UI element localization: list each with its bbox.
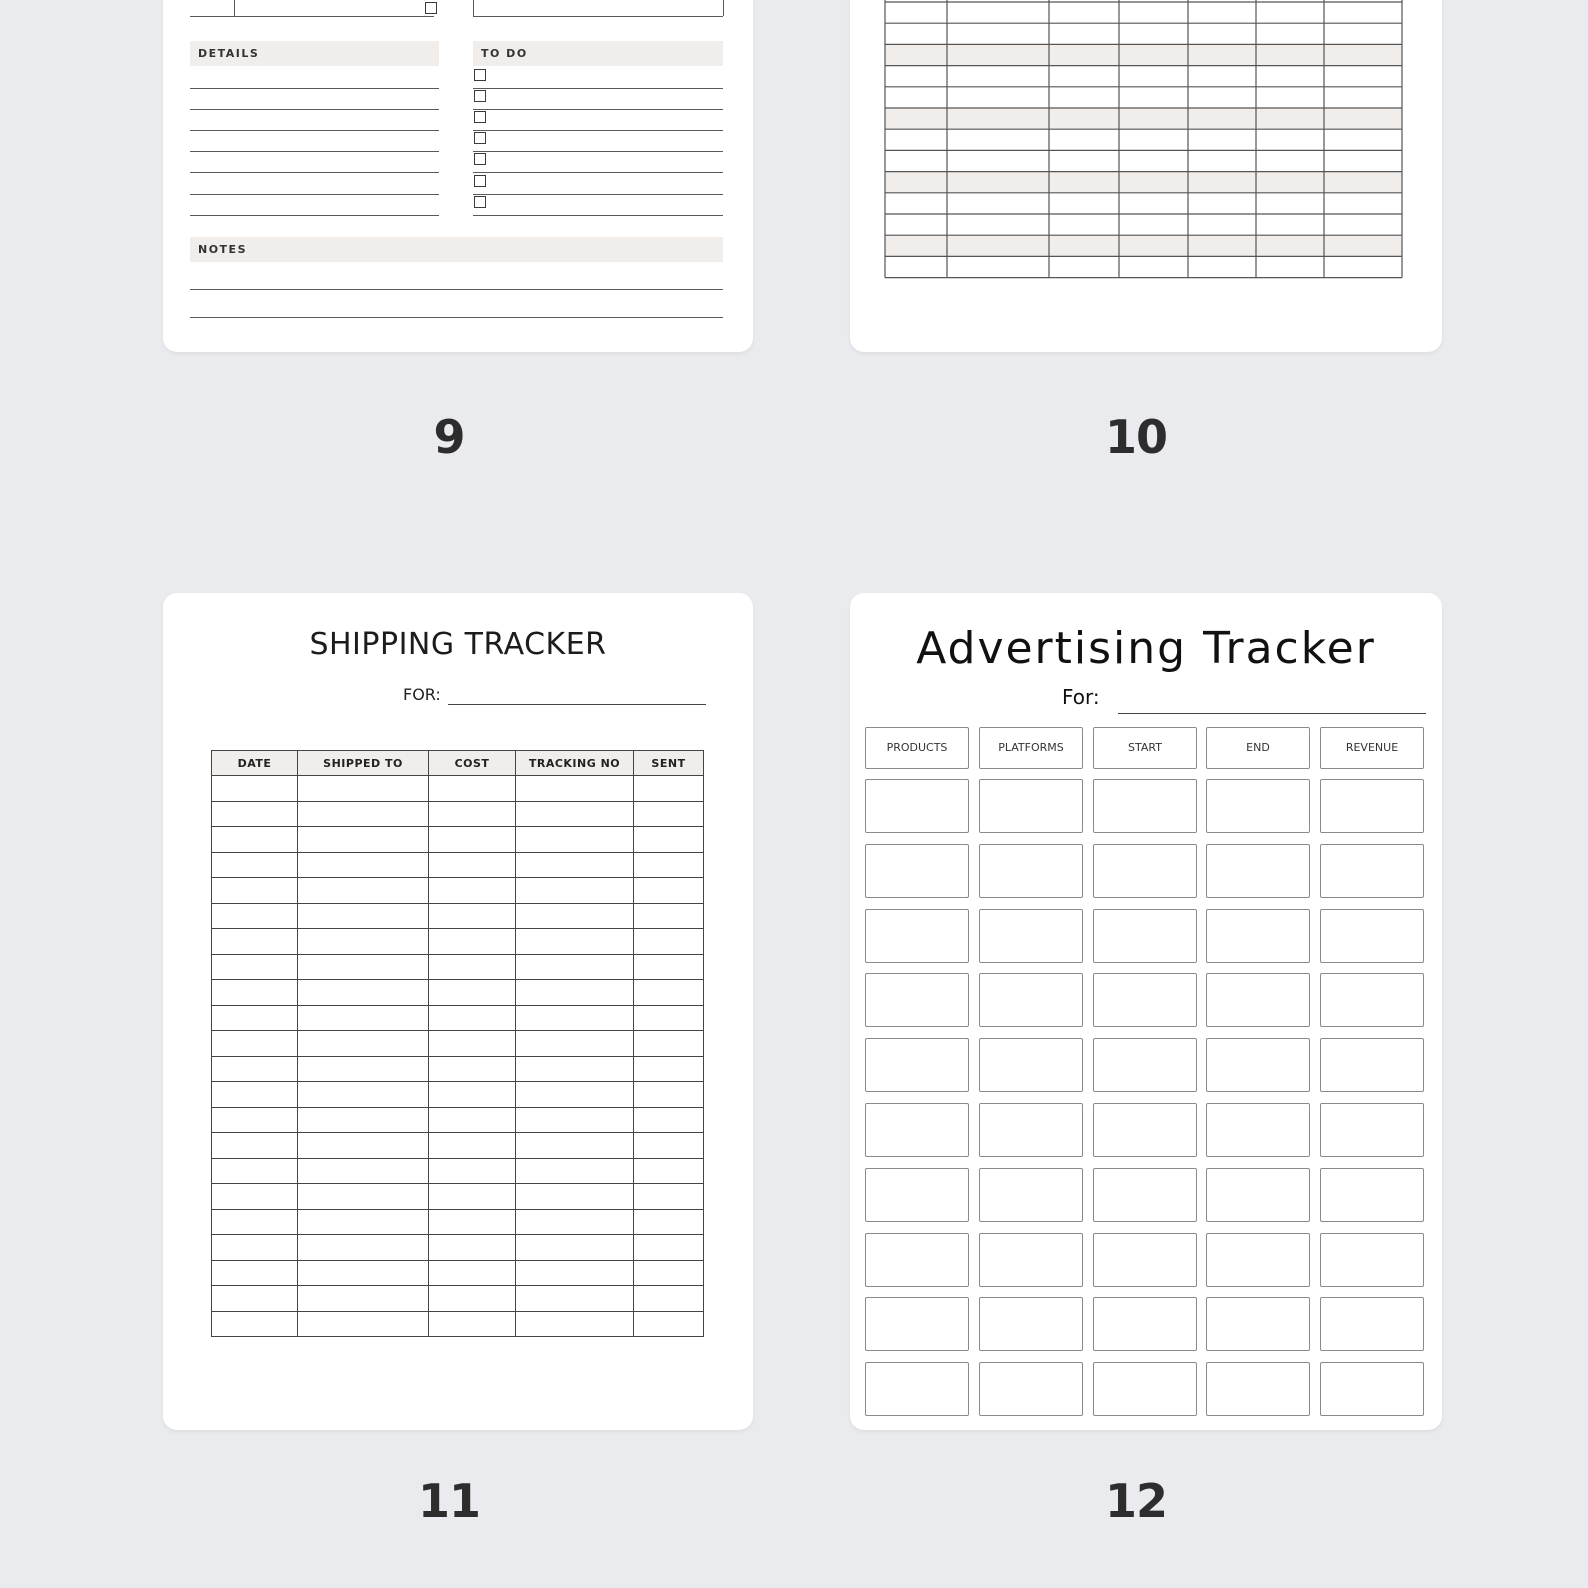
table-cell[interactable] [298, 1133, 429, 1159]
entry-box[interactable] [865, 973, 969, 1027]
table-cell[interactable] [429, 1184, 516, 1210]
page-number: 9 [433, 410, 465, 464]
top-box-bottom [473, 16, 723, 17]
entry-box[interactable] [1206, 973, 1310, 1027]
table-cell[interactable] [516, 1209, 634, 1235]
table-row [212, 776, 704, 802]
table-cell[interactable] [212, 1133, 298, 1159]
entry-box[interactable] [1093, 1362, 1197, 1416]
table-row [212, 980, 704, 1006]
table-cell[interactable] [429, 827, 516, 853]
page-number: 11 [417, 1474, 480, 1528]
notes-label: NOTES [190, 237, 723, 262]
table-cell[interactable] [298, 878, 429, 904]
table-row [212, 1082, 704, 1108]
column-header-tracking-no: TRACKING NO [516, 751, 634, 776]
table-row [212, 1005, 704, 1031]
table-cell[interactable] [429, 852, 516, 878]
table-cell[interactable] [634, 980, 704, 1006]
table-cell[interactable] [429, 903, 516, 929]
table-row [212, 1056, 704, 1082]
entry-box[interactable] [979, 1362, 1083, 1416]
table-cell[interactable] [516, 1107, 634, 1133]
table-cell[interactable] [212, 801, 298, 827]
table-header-row [212, 751, 704, 776]
entry-box[interactable] [1093, 1168, 1197, 1222]
table-cell[interactable] [212, 1209, 298, 1235]
table-cell[interactable] [516, 1158, 634, 1184]
table-cell[interactable] [212, 1158, 298, 1184]
entry-box[interactable] [1206, 1297, 1310, 1351]
table-cell[interactable] [634, 1184, 704, 1210]
table-cell[interactable] [516, 980, 634, 1006]
table-cell[interactable] [634, 1286, 704, 1312]
column-header-end: END [1206, 727, 1310, 769]
entry-box[interactable] [865, 1038, 969, 1092]
entry-box[interactable] [1320, 1362, 1424, 1416]
table-cell[interactable] [634, 801, 704, 827]
table-cell[interactable] [516, 929, 634, 955]
table-cell[interactable] [516, 852, 634, 878]
table-row [212, 1107, 704, 1133]
table-cell[interactable] [429, 801, 516, 827]
entry-box[interactable] [1093, 909, 1197, 963]
table-cell[interactable] [516, 1235, 634, 1261]
table-cell[interactable] [634, 954, 704, 980]
details-line[interactable] [190, 151, 439, 152]
table-cell[interactable] [212, 1260, 298, 1286]
table-cell[interactable] [298, 776, 429, 802]
entry-box[interactable] [979, 909, 1083, 963]
entry-box[interactable] [1206, 1103, 1310, 1157]
table-cell[interactable] [212, 1005, 298, 1031]
table-row [212, 954, 704, 980]
table-cell[interactable] [298, 1260, 429, 1286]
entry-box[interactable] [979, 973, 1083, 1027]
table-row [212, 1311, 704, 1337]
table-cell[interactable] [429, 1311, 516, 1337]
entry-box[interactable] [865, 909, 969, 963]
table-row [212, 1235, 704, 1261]
table-cell[interactable] [634, 878, 704, 904]
entry-box[interactable] [979, 1297, 1083, 1351]
table-row [212, 852, 704, 878]
table-cell[interactable] [516, 1311, 634, 1337]
table-cell[interactable] [298, 1235, 429, 1261]
todo-checkbox[interactable] [474, 153, 486, 165]
entry-box[interactable] [1320, 1103, 1424, 1157]
page-number: 12 [1104, 1474, 1167, 1528]
table-cell[interactable] [212, 1056, 298, 1082]
table-cell[interactable] [516, 878, 634, 904]
details-line[interactable] [190, 215, 439, 216]
table-cell[interactable] [516, 1005, 634, 1031]
table-row [212, 878, 704, 904]
table-cell[interactable] [212, 903, 298, 929]
table-cell[interactable] [634, 1260, 704, 1286]
grid-table [850, 0, 1442, 352]
table-row [212, 1286, 704, 1312]
shipping-table [211, 750, 704, 1337]
todo-line[interactable] [473, 151, 723, 152]
table-cell[interactable] [298, 929, 429, 955]
table-cell[interactable] [429, 929, 516, 955]
table-cell[interactable] [634, 1158, 704, 1184]
details-line[interactable] [190, 172, 439, 173]
column-header-shipped-to: SHIPPED TO [298, 751, 429, 776]
table-cell[interactable] [298, 954, 429, 980]
entry-box[interactable] [865, 1103, 969, 1157]
todo-checkbox[interactable] [474, 69, 486, 81]
checkbox[interactable] [425, 2, 437, 14]
table-cell[interactable] [429, 1286, 516, 1312]
todo-line[interactable] [473, 130, 723, 131]
entry-box[interactable] [1206, 1233, 1310, 1287]
details-line[interactable] [190, 88, 439, 89]
table-cell[interactable] [516, 1056, 634, 1082]
top-box-bottom [234, 16, 434, 17]
table-cell[interactable] [212, 929, 298, 955]
table-cell[interactable] [634, 1031, 704, 1057]
column-header-sent: SENT [634, 751, 704, 776]
entry-box[interactable] [1320, 1297, 1424, 1351]
table-cell[interactable] [634, 1235, 704, 1261]
entry-box[interactable] [1093, 779, 1197, 833]
page-title: Advertising Tracker [916, 623, 1376, 674]
table-cell[interactable] [298, 852, 429, 878]
entry-box[interactable] [1093, 1233, 1197, 1287]
entry-box[interactable] [865, 1168, 969, 1222]
top-rule [190, 16, 234, 17]
entry-box[interactable] [1093, 844, 1197, 898]
todo-label: TO DO [473, 41, 723, 66]
table-cell[interactable] [429, 878, 516, 904]
advertising-tracker-card[interactable] [850, 593, 1442, 1430]
table-cell[interactable] [429, 1260, 516, 1286]
top-box-edge [234, 0, 235, 16]
entry-box[interactable] [865, 1297, 969, 1351]
todo-checkbox[interactable] [474, 90, 486, 102]
column-header-cost: COST [429, 751, 516, 776]
entry-box[interactable] [1206, 1362, 1310, 1416]
table-cell[interactable] [634, 1133, 704, 1159]
table-cell[interactable] [429, 1133, 516, 1159]
top-box-edge [723, 0, 724, 16]
entry-box[interactable] [865, 844, 969, 898]
table-cell[interactable] [516, 1082, 634, 1108]
table-cell[interactable] [429, 1235, 516, 1261]
table-cell[interactable] [212, 1311, 298, 1337]
table-cell[interactable] [634, 1311, 704, 1337]
table-cell[interactable] [298, 903, 429, 929]
table-cell[interactable] [516, 1133, 634, 1159]
for-input-line[interactable] [448, 704, 706, 705]
details-line[interactable] [190, 130, 439, 131]
column-header-revenue: REVENUE [1320, 727, 1424, 769]
entry-box[interactable] [1320, 1233, 1424, 1287]
table-cell[interactable] [298, 1056, 429, 1082]
entry-box[interactable] [865, 779, 969, 833]
table-cell[interactable] [212, 1235, 298, 1261]
entry-box[interactable] [1206, 1168, 1310, 1222]
todo-checkbox[interactable] [474, 132, 486, 144]
table-row [212, 801, 704, 827]
table-row [212, 903, 704, 929]
table-cell[interactable] [634, 1056, 704, 1082]
details-line[interactable] [190, 109, 439, 110]
table-cell[interactable] [212, 1286, 298, 1312]
shipping-tracker-card[interactable] [163, 593, 753, 1430]
entry-box[interactable] [1320, 779, 1424, 833]
todo-line[interactable] [473, 194, 723, 195]
column-header-date: DATE [212, 751, 298, 776]
table-cell[interactable] [212, 1082, 298, 1108]
table-cell[interactable] [429, 1056, 516, 1082]
table-cell[interactable] [212, 776, 298, 802]
page-title: SHIPPING TRACKER [309, 627, 607, 662]
table-row [212, 1158, 704, 1184]
table-cell[interactable] [429, 776, 516, 802]
table-cell[interactable] [298, 1005, 429, 1031]
table-cell[interactable] [212, 1107, 298, 1133]
table-cell[interactable] [516, 954, 634, 980]
entry-box[interactable] [1206, 909, 1310, 963]
top-box-edge [473, 0, 474, 16]
todo-checkbox[interactable] [474, 196, 486, 208]
column-header-platforms: PLATFORMS [979, 727, 1083, 769]
table-cell[interactable] [298, 1031, 429, 1057]
entry-box[interactable] [1206, 779, 1310, 833]
table-cell[interactable] [212, 827, 298, 853]
table-row [212, 929, 704, 955]
table-cell[interactable] [516, 776, 634, 802]
table-row [212, 1031, 704, 1057]
details-label: DETAILS [190, 41, 439, 66]
table-cell[interactable] [516, 1184, 634, 1210]
table-cell[interactable] [634, 1209, 704, 1235]
table-cell[interactable] [634, 1005, 704, 1031]
table-cell[interactable] [298, 1184, 429, 1210]
page-number: 10 [1104, 410, 1167, 464]
entry-box[interactable] [865, 1362, 969, 1416]
entry-box[interactable] [1320, 909, 1424, 963]
table-cell[interactable] [634, 776, 704, 802]
table-cell[interactable] [298, 1107, 429, 1133]
table-cell[interactable] [429, 1107, 516, 1133]
entry-box[interactable] [1320, 1168, 1424, 1222]
todo-line[interactable] [473, 172, 723, 173]
table-cell[interactable] [429, 980, 516, 1006]
table-cell[interactable] [212, 1031, 298, 1057]
notes-line[interactable] [190, 289, 723, 290]
todo-line[interactable] [473, 109, 723, 110]
table-cell[interactable] [298, 827, 429, 853]
entry-box[interactable] [979, 844, 1083, 898]
entry-box[interactable] [1093, 1038, 1197, 1092]
for-label: For: [1062, 685, 1100, 709]
table-cell[interactable] [516, 801, 634, 827]
todo-line[interactable] [473, 88, 723, 89]
entry-box[interactable] [1093, 1103, 1197, 1157]
table-cell[interactable] [212, 852, 298, 878]
todo-line[interactable] [473, 215, 723, 216]
table-row [212, 1209, 704, 1235]
table-cell[interactable] [516, 827, 634, 853]
table-cell[interactable] [516, 1286, 634, 1312]
entry-box[interactable] [979, 1103, 1083, 1157]
entry-box[interactable] [979, 779, 1083, 833]
table-cell[interactable] [516, 903, 634, 929]
todo-checkbox[interactable] [474, 111, 486, 123]
for-label: FOR: [403, 685, 441, 704]
entry-box[interactable] [979, 1038, 1083, 1092]
entry-box[interactable] [1320, 1038, 1424, 1092]
table-cell[interactable] [212, 954, 298, 980]
table-cell[interactable] [429, 1031, 516, 1057]
details-line[interactable] [190, 194, 439, 195]
todo-checkbox[interactable] [474, 175, 486, 187]
planner-page-card[interactable] [163, 0, 753, 352]
table-cell[interactable] [429, 1158, 516, 1184]
table-cell[interactable] [429, 1082, 516, 1108]
entry-box[interactable] [1320, 973, 1424, 1027]
table-cell[interactable] [298, 1158, 429, 1184]
table-cell[interactable] [634, 1082, 704, 1108]
table-row [212, 1184, 704, 1210]
table-cell[interactable] [429, 954, 516, 980]
notes-line[interactable] [190, 317, 723, 318]
table-cell[interactable] [429, 1005, 516, 1031]
table-row [212, 1133, 704, 1159]
entry-box[interactable] [979, 1233, 1083, 1287]
table-cell[interactable] [634, 929, 704, 955]
entry-box[interactable] [1206, 1038, 1310, 1092]
table-cell[interactable] [298, 1082, 429, 1108]
table-cell[interactable] [298, 980, 429, 1006]
table-cell[interactable] [298, 1286, 429, 1312]
entry-box[interactable] [979, 1168, 1083, 1222]
table-cell[interactable] [298, 1311, 429, 1337]
entry-box[interactable] [1206, 844, 1310, 898]
for-input-line[interactable] [1118, 713, 1426, 714]
column-header-products: PRODUCTS [865, 727, 969, 769]
table-cell[interactable] [298, 1209, 429, 1235]
table-cell[interactable] [212, 878, 298, 904]
column-header-start: START [1093, 727, 1197, 769]
table-cell[interactable] [634, 827, 704, 853]
table-cell[interactable] [634, 1107, 704, 1133]
table-cell[interactable] [516, 1260, 634, 1286]
table-cell[interactable] [516, 1031, 634, 1057]
table-cell[interactable] [212, 1184, 298, 1210]
entry-box[interactable] [865, 1233, 969, 1287]
entry-box[interactable] [1320, 844, 1424, 898]
table-row [212, 1260, 704, 1286]
table-cell[interactable] [634, 903, 704, 929]
table-cell[interactable] [429, 1209, 516, 1235]
entry-box[interactable] [1093, 1297, 1197, 1351]
table-row [212, 827, 704, 853]
entry-box[interactable] [1093, 973, 1197, 1027]
table-cell[interactable] [212, 980, 298, 1006]
table-cell[interactable] [634, 852, 704, 878]
grid-page-card[interactable] [850, 0, 1442, 352]
table-cell[interactable] [298, 801, 429, 827]
